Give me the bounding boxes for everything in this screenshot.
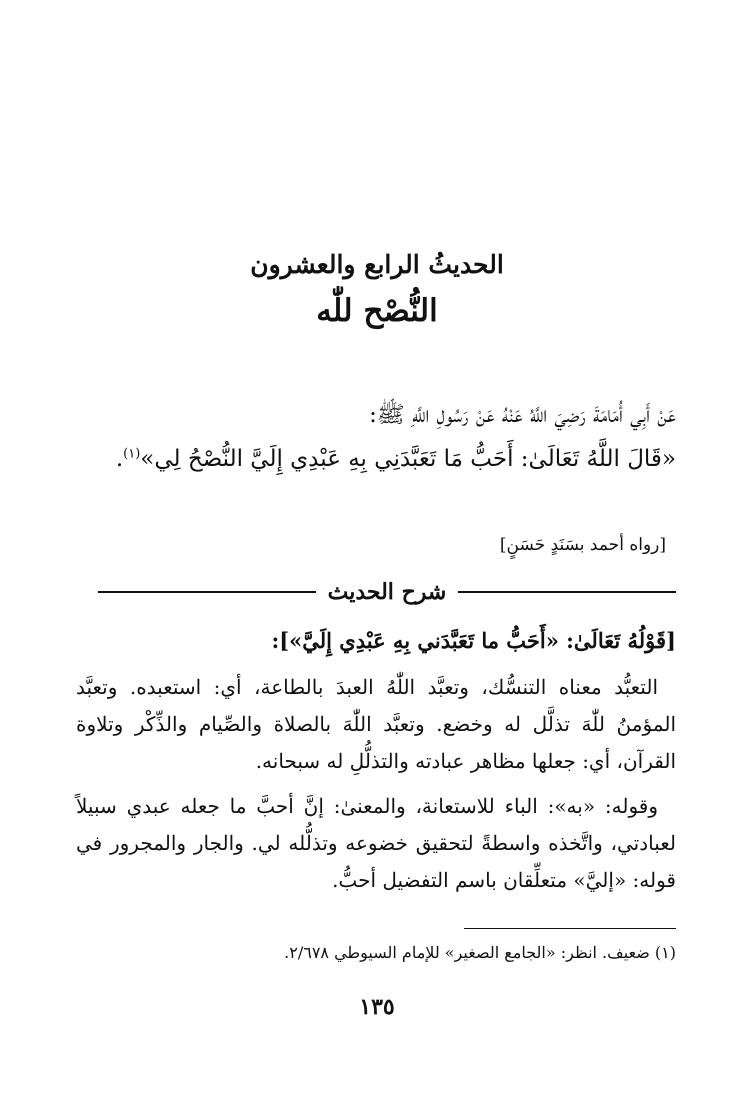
hadith-end-mark: . (115, 446, 124, 472)
footnote-divider (464, 928, 676, 929)
section-heading-text: شرح الحديث (327, 579, 447, 605)
commentary-quote-heading: [قَوْلُهُ تَعَالَىٰ: «أَحَبُّ ما تَعَبَّدَني بِهِ عَبْدِي إِلَيَّ»]: (271, 628, 676, 653)
heading-rule-left (98, 591, 316, 593)
commentary (76, 622, 676, 899)
hadith-matn: «قَالَ اللَّهُ تَعَالَىٰ: أَحَبُّ مَا تَعَبَّدَنِي بِهِ عَبْدِي إِلَيَّ النُّصْحُ لِي» (140, 446, 676, 472)
footnote-marker[interactable]: (١) (123, 446, 141, 462)
hadith-title: النُّصْح للّٰه (316, 293, 438, 329)
footnote: (١) ضعيف. انظر: «الجامع الصغير» للإمام السيوطي ٢/٦٧٨. (284, 943, 676, 962)
commentary-paragraph: وقوله: «به»: الباء للاستعانة، والمعنىٰ: إنَّ أحبَّ ما جعله عبدي سبيلاً لعبادتي، واتَّخذه واسطةً لتحقيق خضوعه وتذلُّله لي. والجار والمجرور في قوله: «إليَّ» متعلِّقان باسم التفضيل أحبُّ. (76, 794, 676, 892)
page-number: ١٣٥ (359, 994, 395, 1020)
section-heading (98, 574, 676, 610)
commentary-paragraph: التعبُّد معناه التنسُّك، وتعبَّد اللّٰهُ العبدَ بالطاعة، أي: استعبده. وتعبَّد المؤمنُ للّٰهَ تذلَّل له وخضع. وتعبَّد اللّٰهَ بالصلاة والصِّيام والذِّكْر وتلاوة القرآن، أي: جعلها مظاهر عبادته والتذلُّلِ له سبحانه. (76, 675, 676, 773)
hadith-matn-wrapper (78, 437, 676, 481)
title-block (0, 247, 754, 335)
heading-rule-right (458, 591, 676, 593)
hadith-isnad: عَنْ أَبِي أُمَامَةَ رَضِيَ اللَّهُ عَنْهُ عَنْ رَسُولِ اللَّهِ ﷺ: (369, 402, 676, 428)
hadith-source: [رواه أحمد بسَنَدٍ حَسَنٍ] (499, 535, 666, 555)
chapter-title: الحديثُ الرابع والعشرون (250, 250, 504, 279)
hadith-text (78, 393, 676, 481)
